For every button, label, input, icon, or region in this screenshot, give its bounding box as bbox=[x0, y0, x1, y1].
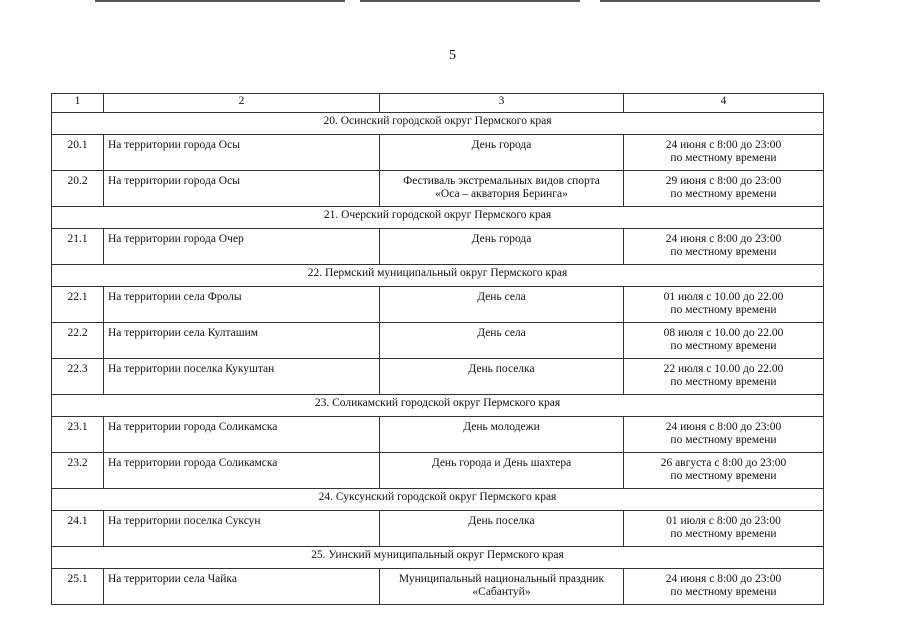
row-event bbox=[380, 323, 624, 359]
row-event-line: День молодежи bbox=[463, 421, 540, 433]
row-time-line: по местному времени bbox=[670, 470, 777, 482]
row-time bbox=[624, 323, 824, 359]
page-number: 5 bbox=[449, 48, 456, 63]
section-row bbox=[52, 113, 824, 135]
table-row bbox=[52, 511, 824, 547]
row-event-line: День города bbox=[471, 233, 532, 245]
row-number: 22.1 bbox=[52, 287, 104, 323]
row-time bbox=[624, 511, 824, 547]
section-row bbox=[52, 395, 824, 417]
row-event bbox=[380, 171, 624, 207]
section-row bbox=[52, 207, 824, 229]
table-row bbox=[52, 569, 824, 605]
scan-edge-line-left bbox=[95, 0, 345, 2]
row-event bbox=[380, 359, 624, 395]
row-event-line: День города bbox=[471, 139, 532, 151]
row-time bbox=[624, 171, 824, 207]
row-location: На территории города Осы bbox=[104, 171, 380, 207]
row-time-line: 24 июня с 8:00 до 23:00 bbox=[665, 139, 782, 151]
table-row bbox=[52, 229, 824, 265]
row-event bbox=[380, 229, 624, 265]
section-title: 20. Осинский городской округ Пермского края bbox=[52, 113, 824, 135]
table-row bbox=[52, 453, 824, 489]
row-event bbox=[380, 417, 624, 453]
row-time-line: по местному времени bbox=[670, 304, 777, 316]
row-time-line: по местному времени bbox=[670, 152, 777, 164]
row-event bbox=[380, 569, 624, 605]
row-time-line: по местному времени bbox=[670, 340, 777, 352]
row-location: На территории поселка Суксун bbox=[104, 511, 380, 547]
section-title: 21. Очерский городской округ Пермского края bbox=[52, 207, 824, 229]
row-location: На территории села Фролы bbox=[104, 287, 380, 323]
row-event bbox=[380, 511, 624, 547]
table-row bbox=[52, 287, 824, 323]
table-row bbox=[52, 417, 824, 453]
section-title: 25. Уинский муниципальный округ Пермского края bbox=[52, 547, 824, 569]
row-event-line: День поселка bbox=[468, 515, 535, 527]
row-event bbox=[380, 453, 624, 489]
table-row bbox=[52, 323, 824, 359]
row-event bbox=[380, 287, 624, 323]
section-row bbox=[52, 547, 824, 569]
row-time-line: по местному времени bbox=[670, 246, 777, 258]
section-row bbox=[52, 489, 824, 511]
row-time bbox=[624, 569, 824, 605]
scan-edge-line-right bbox=[600, 0, 820, 2]
table-header-row bbox=[52, 94, 824, 113]
row-time bbox=[624, 229, 824, 265]
column-header-4: 4 bbox=[624, 94, 824, 113]
row-location: На территории города Очер bbox=[104, 229, 380, 265]
row-location: На территории города Соликамска bbox=[104, 417, 380, 453]
row-time bbox=[624, 417, 824, 453]
table-body bbox=[52, 94, 824, 605]
section-title: 24. Суксунский городской округ Пермского края bbox=[52, 489, 824, 511]
row-number: 23.2 bbox=[52, 453, 104, 489]
events-schedule-table bbox=[51, 93, 824, 605]
row-number: 21.1 bbox=[52, 229, 104, 265]
row-location: На территории села Чайка bbox=[104, 569, 380, 605]
table-row bbox=[52, 171, 824, 207]
row-time-line: 29 июня с 8:00 до 23:00 bbox=[665, 175, 782, 187]
row-time bbox=[624, 287, 824, 323]
row-event-line: День села bbox=[477, 327, 526, 339]
table-row bbox=[52, 135, 824, 171]
table-row bbox=[52, 359, 824, 395]
row-time-line: 08 июля с 10.00 до 22.00 bbox=[663, 327, 784, 339]
row-location: На территории села Култашим bbox=[104, 323, 380, 359]
row-number: 20.1 bbox=[52, 135, 104, 171]
row-number: 22.3 bbox=[52, 359, 104, 395]
row-number: 24.1 bbox=[52, 511, 104, 547]
row-event-line: Муниципальный национальный праздник bbox=[398, 573, 605, 585]
row-event-line: «Сабантуй» bbox=[472, 586, 531, 598]
row-location: На территории города Соликамска bbox=[104, 453, 380, 489]
section-row bbox=[52, 265, 824, 287]
row-time-line: 01 июля с 8:00 до 23:00 bbox=[666, 515, 781, 527]
row-time-line: 26 августа с 8:00 до 23:00 bbox=[660, 457, 787, 469]
row-number: 23.1 bbox=[52, 417, 104, 453]
section-title: 22. Пермский муниципальный округ Пермского края bbox=[52, 265, 824, 287]
row-time-line: по местному времени bbox=[670, 376, 777, 388]
row-location: На территории поселка Кукуштан bbox=[104, 359, 380, 395]
row-event-line: День города и День шахтера bbox=[431, 457, 572, 469]
row-time-line: 22 июля с 10.00 до 22.00 bbox=[663, 363, 784, 375]
row-time-line: по местному времени bbox=[670, 434, 777, 446]
row-number: 22.2 bbox=[52, 323, 104, 359]
column-header-2: 2 bbox=[104, 94, 380, 113]
row-time-line: 24 июня с 8:00 до 23:00 bbox=[665, 233, 782, 245]
column-header-3: 3 bbox=[380, 94, 624, 113]
row-event-line: «Оса – акватория Беринга» bbox=[435, 188, 568, 200]
row-time bbox=[624, 359, 824, 395]
row-time bbox=[624, 453, 824, 489]
column-header-1: 1 bbox=[52, 94, 104, 113]
row-event-line: День поселка bbox=[468, 363, 535, 375]
scan-edge-line-middle bbox=[360, 0, 580, 2]
row-time-line: 24 июня с 8:00 до 23:00 bbox=[665, 573, 782, 585]
row-event-line: Фестиваль экстремальных видов спорта bbox=[403, 175, 600, 187]
section-title: 23. Соликамский городской округ Пермского края bbox=[52, 395, 824, 417]
row-time-line: по местному времени bbox=[670, 188, 777, 200]
row-number: 25.1 bbox=[52, 569, 104, 605]
row-event-line: День села bbox=[477, 291, 526, 303]
row-time-line: 01 июля с 10.00 до 22.00 bbox=[663, 291, 784, 303]
row-time bbox=[624, 135, 824, 171]
row-time-line: 24 июня с 8:00 до 23:00 bbox=[665, 421, 782, 433]
row-time-line: по местному времени bbox=[670, 528, 777, 540]
row-number: 20.2 bbox=[52, 171, 104, 207]
row-location: На территории города Осы bbox=[104, 135, 380, 171]
row-time-line: по местному времени bbox=[670, 586, 777, 598]
row-event bbox=[380, 135, 624, 171]
